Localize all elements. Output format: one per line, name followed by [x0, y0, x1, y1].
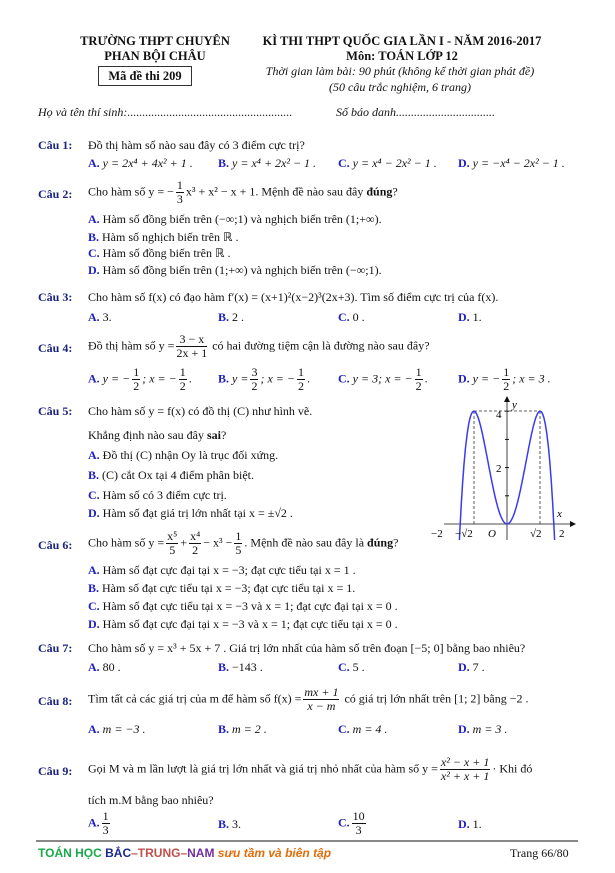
question-label: Câu 3:	[38, 290, 73, 304]
option-letter: A.	[88, 563, 100, 577]
numerator: 1	[102, 809, 109, 823]
fraction	[179, 366, 187, 393]
question-label: Câu 2:	[38, 187, 73, 201]
denominator: 2	[251, 379, 258, 393]
denominator: 3	[102, 823, 109, 837]
numerator: 1	[235, 529, 242, 543]
fraction	[297, 366, 305, 393]
option-letter: C.	[88, 599, 100, 613]
option-b[interactable]	[218, 310, 244, 325]
fraction	[102, 810, 110, 837]
numerator: 10	[352, 809, 365, 823]
option-c[interactable]	[338, 722, 387, 737]
option-b[interactable]	[218, 817, 241, 832]
option-text: y = −	[102, 371, 131, 386]
option-text: 0 .	[352, 310, 365, 324]
question-stem	[88, 530, 398, 557]
option-text: Hàm số đạt giá trị lớn nhất tại x = ±√2 .	[102, 506, 293, 520]
denominator: x − m	[307, 699, 336, 713]
option-d[interactable]	[88, 506, 293, 521]
option-letter: B.	[218, 817, 230, 831]
option-letter: C.	[338, 660, 350, 674]
option-c[interactable]	[88, 246, 231, 261]
option-letter: D.	[458, 660, 470, 674]
numerator: 1	[297, 365, 304, 379]
denominator: 3	[355, 823, 362, 837]
option-a[interactable]	[88, 310, 112, 325]
question-stem: Cho hàm số f(x) có đạo hàm f′(x) = (x+1)²(x−2)³(2x+3). Tìm số điểm cực trị của f(x).	[88, 290, 499, 304]
denominator: 2	[179, 379, 186, 393]
denominator: 2	[133, 379, 140, 393]
numerator: 1	[176, 178, 183, 192]
stem-text: ?	[221, 428, 227, 442]
question-label: Câu 4:	[38, 341, 73, 355]
question-stem	[88, 686, 529, 713]
option-text: Hàm số đạt cực tiểu tại x = −3 và x = 1; đạt cực đại tại x = 0 .	[102, 599, 398, 613]
stem-text: Cho hàm số y =	[88, 535, 165, 550]
option-a[interactable]	[88, 563, 356, 578]
stem-text: ?	[393, 535, 399, 550]
denominator: 2	[297, 379, 304, 393]
option-letter: C.	[88, 246, 100, 260]
option-text: 1.	[472, 817, 482, 831]
option-letter: D.	[458, 817, 470, 831]
question-stem-line2: tích m.M bằng bao nhiêu?	[88, 793, 214, 807]
fraction	[415, 366, 423, 393]
option-text: y = −	[472, 371, 501, 386]
option-text: Hàm số đạt cực đại tại x = −3 và x = 1; đạt cực tiểu tại x = 0 .	[102, 617, 398, 631]
numerator: x⁴	[190, 529, 201, 543]
option-text: Đồ thị (C) nhận Oy là trục đối xứng.	[102, 448, 279, 462]
option-letter: A.	[88, 722, 100, 736]
candidate-id-field: Số báo danh.................................	[336, 105, 495, 119]
option-d[interactable]	[458, 660, 485, 675]
denominator: 5	[235, 543, 242, 557]
option-text: 1.	[472, 310, 482, 324]
stem-text: Gọi M và m lần lượt là giá trị lớn nhất và giá trị nhỏ nhất của hàm số y =	[88, 761, 438, 776]
option-text: y = x⁴ + 2x² − 1 .	[232, 156, 317, 170]
option-text: y =	[232, 371, 249, 386]
option-b[interactable]	[218, 366, 310, 393]
option-letter: D.	[88, 617, 100, 631]
option-letter: C.	[338, 310, 350, 324]
candidate-name-field: Họ và tên thí sinh:.......................................................	[38, 105, 293, 119]
option-a[interactable]	[88, 660, 121, 675]
stem-text: ?	[392, 184, 398, 199]
exam-info: (50 câu trắc nghiệm, 6 trang)	[329, 80, 471, 94]
option-b[interactable]	[88, 468, 254, 483]
exam-code-box: Mã đề thi 209	[98, 66, 192, 86]
question-stem	[88, 756, 532, 783]
brand-part: BẮC	[105, 846, 132, 860]
denominator: 2	[192, 543, 199, 557]
option-letter: A.	[88, 310, 100, 324]
option-text: ; x = −	[142, 371, 177, 386]
option-d[interactable]	[458, 817, 482, 832]
stem-text: Cho hàm số y = −	[88, 184, 174, 199]
numerator: 1	[179, 365, 186, 379]
option-text: 3.	[232, 817, 242, 831]
option-letter: B.	[218, 660, 230, 674]
y-axis-label: y	[512, 399, 517, 411]
denominator: 2x + 1	[176, 346, 208, 360]
stem-emphasis: sai	[206, 428, 221, 442]
option-letter: A.	[88, 815, 100, 830]
option-letter: B.	[88, 581, 100, 595]
option-text: Hàm số đồng biến trên (1;+∞) và nghịch biến trên (−∞;1).	[102, 263, 382, 277]
stem-text: +	[180, 535, 188, 550]
option-letter: D.	[88, 263, 100, 277]
option-b[interactable]	[218, 722, 267, 737]
origin-label: O	[488, 528, 496, 540]
option-letter: C.	[338, 722, 350, 736]
option-letter: D.	[458, 310, 470, 324]
question-label: Câu 8:	[38, 694, 73, 708]
denominator: 5	[169, 543, 176, 557]
option-c[interactable]	[88, 599, 398, 614]
option-d[interactable]	[458, 156, 565, 171]
option-c[interactable]	[338, 310, 365, 325]
brand-part: TOÁN HỌC	[38, 846, 106, 860]
fraction	[189, 530, 201, 557]
option-letter: A.	[88, 212, 100, 226]
numerator: mx + 1	[304, 685, 339, 699]
function-graph	[420, 395, 580, 540]
option-letter: C.	[338, 156, 350, 170]
question-label: Câu 5:	[38, 404, 73, 418]
option-b[interactable]	[218, 156, 316, 171]
option-text: m = 3 .	[472, 722, 508, 736]
x-axis-label: x	[557, 508, 562, 520]
option-text: .	[306, 371, 310, 386]
x-tick-label-sqrt2: √2	[530, 528, 542, 540]
x-tick-label-2: 2	[559, 528, 565, 540]
option-text: 3.	[102, 310, 112, 324]
fraction	[352, 810, 366, 837]
school-name-line2: PHAN BỘI CHÂU	[104, 49, 206, 63]
option-c[interactable]	[338, 810, 368, 837]
option-a[interactable]	[88, 212, 382, 227]
option-a[interactable]	[88, 366, 192, 393]
option-text: Hàm số đồng biến trên (−∞;1) và nghịch biến trên (1;+∞).	[102, 212, 382, 226]
question-label: Câu 1:	[38, 138, 73, 152]
exam-time: Thời gian làm bài: 90 phút (không kể thời gian phát đề)	[265, 64, 535, 78]
x-tick-label-neg-sqrt2: −√2	[455, 528, 473, 540]
option-text: 7 .	[472, 660, 485, 674]
option-a[interactable]	[88, 448, 278, 463]
option-letter: A.	[88, 156, 100, 170]
denominator: x² + x + 1	[440, 769, 490, 783]
question-stem: Cho hàm số y = f(x) có đồ thị (C) như hình vẽ.	[88, 404, 313, 418]
option-b[interactable]	[88, 581, 355, 596]
y-tick-label-2: 2	[496, 463, 502, 475]
option-c[interactable]	[88, 488, 227, 503]
option-text: Hàm số đạt cực đại tại x = −3; đạt cực tiểu tại x = 1 .	[102, 563, 356, 577]
option-d[interactable]	[88, 263, 382, 278]
stem-emphasis: đúng	[367, 535, 394, 550]
question-stem	[88, 333, 430, 360]
option-d[interactable]	[458, 722, 507, 737]
option-letter: B.	[218, 310, 230, 324]
option-text: y = 2x⁴ + 4x² + 1 .	[102, 156, 193, 170]
fraction	[132, 366, 140, 393]
footer-brand	[38, 846, 331, 860]
stem-text: x³ + x² − x + 1. Mệnh đề nào sau đây	[185, 184, 367, 199]
option-letter: A.	[88, 660, 100, 674]
option-text: 80 .	[102, 660, 121, 674]
numerator: 1	[133, 365, 140, 379]
stem-text: · Khi đó	[492, 761, 533, 776]
stem-text: . Mệnh đề nào sau đây là	[244, 535, 368, 550]
option-text: y = 3; x = −	[352, 371, 413, 386]
stem-text: có giá trị lớn nhất trên [1; 2] bằng −2 .	[341, 691, 529, 706]
denominator: 2	[503, 379, 510, 393]
option-text: 2 .	[232, 310, 245, 324]
numerator: 1	[503, 365, 510, 379]
question-ask	[88, 428, 226, 443]
page-number: Trang 66/80	[510, 846, 569, 860]
brand-part: –TRUNG–	[131, 846, 188, 860]
option-letter: B.	[218, 156, 230, 170]
fraction	[176, 179, 184, 206]
option-letter: B.	[88, 230, 100, 244]
option-b[interactable]	[88, 230, 239, 245]
option-c[interactable]	[338, 156, 437, 171]
option-text: .	[188, 371, 192, 386]
option-text: y = x⁴ − 2x² − 1 .	[352, 156, 437, 170]
option-text: −143 .	[232, 660, 263, 674]
numerator: x² − x + 1	[440, 755, 490, 769]
brand-part: NAM	[187, 846, 215, 860]
option-a[interactable]	[88, 156, 193, 171]
option-letter: C.	[338, 815, 350, 830]
option-d[interactable]	[458, 366, 551, 393]
stem-text: Đồ thị hàm số y =	[88, 338, 175, 353]
option-text: (C) cắt Ox tại 4 điểm phân biệt.	[102, 468, 254, 482]
option-letter: C.	[88, 488, 100, 502]
denominator: 3	[176, 192, 183, 206]
question-label: Câu 6:	[38, 538, 73, 552]
stem-emphasis: đúng	[366, 184, 393, 199]
option-letter: B.	[218, 371, 230, 386]
fraction	[166, 530, 178, 557]
brand-tagline: sưu tầm và biên tập	[214, 846, 332, 860]
option-a[interactable]	[88, 810, 112, 837]
option-text: Hàm số có 3 điểm cực trị.	[102, 488, 227, 502]
option-text: 5 .	[352, 660, 365, 674]
fraction	[250, 366, 258, 393]
option-text: m = −3 .	[102, 722, 146, 736]
option-letter: D.	[88, 506, 100, 520]
option-c[interactable]	[338, 660, 365, 675]
fraction	[440, 756, 490, 783]
option-letter: C.	[338, 371, 350, 386]
option-letter: D.	[458, 156, 470, 170]
numerator: 1	[415, 365, 422, 379]
option-letter: B.	[88, 468, 100, 482]
stem-text: Tìm tất cả các giá trị của m để hàm số f(x) =	[88, 691, 302, 706]
fraction	[234, 530, 242, 557]
option-text: Hàm số đồng biến trên ℝ .	[102, 246, 231, 260]
option-text: ; x = 3 .	[512, 371, 551, 386]
option-text: Hàm số đạt cực tiểu tại x = −3; đạt cực tiểu tại x = 1.	[102, 581, 356, 595]
option-letter: D.	[458, 371, 470, 386]
option-letter: B.	[218, 722, 230, 736]
question-stem	[88, 179, 398, 206]
fraction	[502, 366, 510, 393]
option-letter: D.	[458, 722, 470, 736]
exam-title: KÌ THI THPT QUỐC GIA LẦN I - NĂM 2016-2017	[262, 34, 542, 48]
x-tick-label-neg2: −2	[431, 528, 443, 540]
question-label: Câu 9:	[38, 764, 73, 778]
option-text: m = 2 .	[232, 722, 267, 736]
option-text: y = −x⁴ − 2x² − 1 .	[472, 156, 565, 170]
option-c[interactable]	[338, 366, 428, 393]
stem-text: có hai đường tiệm cận là đường nào sau đây?	[209, 338, 430, 353]
option-letter: A.	[88, 371, 100, 386]
stem-text: − x³ −	[203, 535, 233, 550]
question-label: Câu 7:	[38, 641, 73, 655]
option-text: Hàm số nghịch biến trên ℝ .	[102, 230, 239, 244]
fraction	[176, 333, 207, 360]
question-stem: Cho hàm số y = x³ + 5x + 7 . Giá trị lớn nhất của hàm số trên đoạn [−5; 0] bằng bao nhiêu?	[88, 641, 526, 655]
numerator: x⁵	[167, 529, 178, 543]
school-name-line1: TRƯỜNG THPT CHUYÊN	[80, 34, 230, 48]
option-a[interactable]	[88, 722, 146, 737]
numerator: 3	[251, 365, 258, 379]
option-b[interactable]	[218, 660, 263, 675]
footer-divider	[36, 840, 578, 842]
option-text: m = 4 .	[352, 722, 388, 736]
y-tick-label-4: 4	[496, 409, 502, 421]
option-d[interactable]	[88, 617, 398, 632]
option-text: ; x = −	[260, 371, 295, 386]
stem-text: Khẳng định nào sau đây	[88, 428, 207, 442]
y-axis-arrow-icon	[504, 396, 510, 402]
option-text: .	[424, 371, 428, 386]
numerator: 3 − x	[176, 333, 207, 347]
denominator: 2	[415, 379, 422, 393]
fraction	[303, 686, 339, 713]
x-axis-arrow-icon	[570, 521, 576, 527]
option-d[interactable]	[458, 310, 482, 325]
exam-subject: Môn: TOÁN LỚP 12	[346, 49, 458, 63]
option-letter: A.	[88, 448, 100, 462]
question-stem: Đồ thị hàm số nào sau đây có 3 điểm cực trị?	[88, 138, 305, 152]
